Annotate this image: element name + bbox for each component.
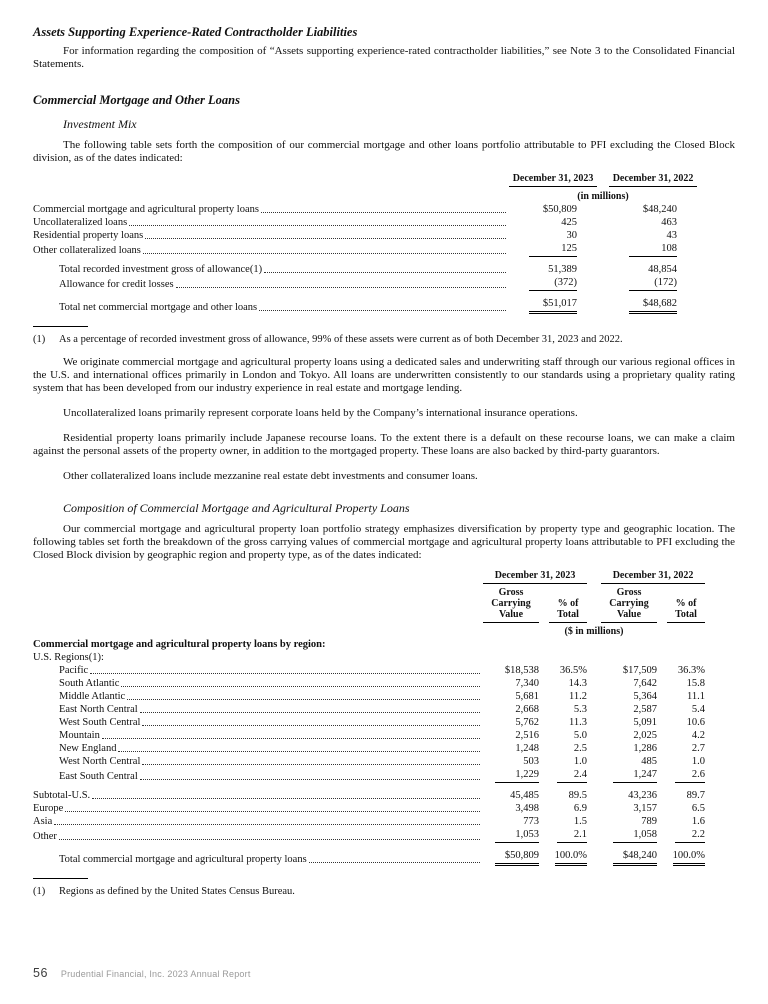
- regions-table-row: [33, 789, 735, 802]
- gross-carrying-value-2022: [601, 815, 657, 828]
- value-dec-2023: [509, 242, 597, 257]
- value-text: 11.2: [569, 691, 587, 702]
- value-text: 3,498: [515, 803, 539, 814]
- value-text: 89.5: [568, 790, 587, 801]
- footnote-marker: (1): [33, 334, 46, 345]
- value-text: 1,286: [633, 743, 657, 754]
- row-label: Europe: [33, 803, 64, 814]
- pct-of-total-2023: [549, 664, 587, 677]
- value-text: 2.7: [691, 743, 705, 754]
- gross-carrying-value-2022: [601, 690, 657, 703]
- investment-mix-table: [33, 173, 735, 314]
- row-label: South Atlantic: [59, 678, 120, 689]
- value-text: 2.4: [557, 768, 587, 783]
- value-text: 4.2: [691, 730, 705, 741]
- dot-leader: [90, 673, 480, 674]
- paragraph-residential: Residential property loans primarily include Japanese recourse loans. To the extent there is a default on these recourse loans, we can make a claim against the personal assets of the property owner, in addition to the mortgaged property. These loans are also backed by third-party guarantors.: [33, 432, 735, 457]
- value-text: 3,157: [633, 803, 657, 814]
- value-text: 2.6: [675, 768, 705, 783]
- value-text: 6.5: [691, 803, 705, 814]
- regions-table-group-heading: Commercial mortgage and agricultural property loans by region:: [33, 639, 326, 650]
- subheader-gross-carrying-value-2023: Gross Carrying Value: [483, 587, 539, 623]
- value-text: 36.3%: [677, 665, 705, 676]
- row-label: West North Central: [59, 756, 141, 767]
- value-text: 1.5: [573, 816, 587, 827]
- gross-carrying-value-2022: [601, 729, 657, 742]
- gross-carrying-value-2023: [483, 677, 539, 690]
- investment-table-row: [33, 242, 735, 257]
- row-label: Subtotal-U.S.: [33, 790, 91, 801]
- regions-table-row: [33, 703, 735, 716]
- dot-leader: [127, 699, 480, 700]
- row-label: Total net commercial mortgage and other loans: [59, 302, 258, 313]
- value-dec-2023: [509, 276, 597, 291]
- pct-of-total-2023: [549, 677, 587, 690]
- investment-table-row: [33, 263, 735, 276]
- value-text: 1.6: [691, 816, 705, 827]
- subheader-pct-of-total-2022: % of Total: [667, 598, 705, 623]
- dot-leader: [142, 764, 480, 765]
- value-dec-2023: [509, 216, 597, 229]
- row-label: Middle Atlantic: [59, 691, 126, 702]
- paragraph-other-collateralized: Other collateralized loans include mezzanine real estate debt investments and consumer loans.: [63, 470, 478, 482]
- regions-table: [33, 570, 735, 866]
- regions-table-units-row: [33, 625, 735, 638]
- investment-table-row: [33, 203, 735, 216]
- gross-carrying-value-2023: [483, 768, 539, 783]
- regions-table-body: [33, 664, 735, 866]
- gross-carrying-value-2023: [483, 742, 539, 755]
- column-header-dec-2022: December 31, 2022: [601, 570, 705, 584]
- regions-table-row: [33, 742, 735, 755]
- value-text: 789: [641, 816, 657, 827]
- pct-of-total-2022: [667, 716, 705, 729]
- gross-carrying-value-2023: [483, 755, 539, 768]
- gross-carrying-value-2023: [483, 802, 539, 815]
- paragraph-we-originate: We originate commercial mortgage and agricultural property loans using a dedicated sales and underwriting staff through our various regional offices in the U.S. and international offices primarily in London and Tokyo. All loans are underwritten consistently to our standards using a proprietary quality rating system that has been developed from our industry experience in real estate and mortgage lending.: [33, 356, 735, 394]
- value-text: $48,682: [629, 297, 677, 314]
- gross-carrying-value-2022: [601, 677, 657, 690]
- row-label: Mountain: [59, 730, 100, 741]
- value-text: 5,762: [515, 717, 539, 728]
- pct-of-total-2022: [667, 802, 705, 815]
- paragraph-uncollateralized: Uncollateralized loans primarily represent corporate loans held by the Company’s international insurance operations.: [63, 407, 578, 419]
- value-text: 2.2: [675, 828, 705, 843]
- regions-table-row: [33, 729, 735, 742]
- investment-table-row: [33, 297, 735, 314]
- value-text: 36.5%: [559, 665, 587, 676]
- pct-of-total-2023: [549, 815, 587, 828]
- value-text: $50,809: [542, 204, 577, 215]
- value-text: 2,668: [515, 704, 539, 715]
- paragraph-composition-intro: Our commercial mortgage and agricultural property loan portfolio strategy emphasizes diversification by property type and geographic location. The following tables set forth the breakdown of the gross carrying values of commercial mortgage and agricultural property loans attributable to PFI excluding the Closed Block division by geographic region and property type, as of the dates indicated:: [33, 523, 735, 561]
- footnote-text: As a percentage of recorded investment gross of allowance, 99% of these assets were current as of both December 31, 2023 and 2022.: [59, 334, 623, 345]
- value-text: 30: [566, 230, 577, 241]
- value-text: 5.4: [691, 704, 705, 715]
- footnote-regions-table: [33, 885, 735, 898]
- value-text: 2,025: [633, 730, 657, 741]
- regions-table-row: [33, 802, 735, 815]
- row-label: Pacific: [59, 665, 89, 676]
- value-text: 1,248: [515, 743, 539, 754]
- value-text: 1,053: [495, 828, 539, 843]
- dot-leader: [92, 798, 480, 799]
- value-dec-2022: [609, 276, 697, 291]
- dot-leader: [118, 751, 480, 752]
- pct-of-total-2023: [549, 690, 587, 703]
- gross-carrying-value-2022: [601, 742, 657, 755]
- value-text: 1,247: [613, 768, 657, 783]
- dot-leader: [54, 824, 480, 825]
- pct-of-total-2022: [667, 742, 705, 755]
- dot-leader: [309, 862, 480, 863]
- pct-of-total-2022: [667, 768, 705, 783]
- value-dec-2023: [509, 297, 597, 314]
- dot-leader: [140, 712, 480, 713]
- gross-carrying-value-2022: [601, 664, 657, 677]
- pct-of-total-2023: [549, 768, 587, 783]
- value-text: $17,509: [622, 665, 657, 676]
- gross-carrying-value-2023: [483, 828, 539, 843]
- gross-carrying-value-2023: [483, 729, 539, 742]
- column-header-dec-2023: December 31, 2023: [483, 570, 587, 584]
- row-label: Allowance for credit losses: [59, 279, 174, 290]
- row-label: Total recorded investment gross of allowance(1): [59, 264, 263, 275]
- value-text: 425: [561, 217, 577, 228]
- gross-carrying-value-2022: [601, 802, 657, 815]
- value-text: 89.7: [686, 790, 705, 801]
- investment-table-row: [33, 216, 735, 229]
- regions-table-subgroup-heading: U.S. Regions(1):: [33, 652, 104, 663]
- value-dec-2022: [609, 263, 697, 276]
- value-text: 100.0%: [673, 849, 705, 866]
- units-label: ($ in millions): [564, 626, 624, 637]
- value-dec-2022: [609, 203, 697, 216]
- value-text: 1,229: [495, 768, 539, 783]
- value-text: 14.3: [568, 678, 587, 689]
- dot-leader: [264, 272, 506, 273]
- dot-leader: [142, 725, 480, 726]
- footnote-investment-table: [33, 333, 735, 346]
- value-text: 6.9: [573, 803, 587, 814]
- row-label: New England: [59, 743, 117, 754]
- value-text: 5,364: [633, 691, 657, 702]
- units-label: (in millions): [577, 191, 629, 202]
- pct-of-total-2022: [667, 729, 705, 742]
- regions-table-row: [33, 815, 735, 828]
- gross-carrying-value-2023: [483, 703, 539, 716]
- value-text: 51,389: [548, 264, 577, 275]
- investment-table-header-row: [33, 173, 735, 187]
- gross-carrying-value-2022: [601, 716, 657, 729]
- subheader-pct-of-total-2023: % of Total: [549, 598, 587, 623]
- regions-table-row: [33, 849, 735, 866]
- value-dec-2023: [509, 263, 597, 276]
- dot-leader: [65, 811, 480, 812]
- pct-of-total-2022: [667, 828, 705, 843]
- investment-table-units-row: [33, 190, 735, 203]
- pct-of-total-2023: [549, 729, 587, 742]
- pct-of-total-2023: [549, 742, 587, 755]
- value-text: 5,681: [515, 691, 539, 702]
- value-text: 11.3: [569, 717, 587, 728]
- regions-table-row: [33, 690, 735, 703]
- value-text: 503: [523, 756, 539, 767]
- value-text: 10.6: [686, 717, 705, 728]
- value-text: 48,854: [648, 264, 677, 275]
- regions-table-row: [33, 755, 735, 768]
- value-text: (172): [629, 276, 677, 291]
- value-text: $18,538: [504, 665, 539, 676]
- value-text: 1.0: [573, 756, 587, 767]
- section-heading-commercial-mortgage: Commercial Mortgage and Other Loans: [33, 93, 240, 107]
- value-text: 11.1: [687, 691, 705, 702]
- pct-of-total-2022: [667, 703, 705, 716]
- value-text: 45,485: [510, 790, 539, 801]
- value-dec-2023: [509, 229, 597, 242]
- value-text: 2,516: [515, 730, 539, 741]
- regions-table-row: [33, 664, 735, 677]
- gross-carrying-value-2023: [483, 815, 539, 828]
- pct-of-total-2022: [667, 677, 705, 690]
- pct-of-total-2022: [667, 815, 705, 828]
- dot-leader: [259, 310, 506, 311]
- dot-leader: [143, 253, 506, 254]
- dot-leader: [261, 212, 506, 213]
- pct-of-total-2023: [549, 703, 587, 716]
- value-text: $50,809: [495, 849, 539, 866]
- investment-table-body: [33, 203, 735, 314]
- gross-carrying-value-2023: [483, 690, 539, 703]
- value-text: 125: [529, 242, 577, 257]
- gross-carrying-value-2022: [601, 789, 657, 802]
- gross-carrying-value-2022: [601, 755, 657, 768]
- gross-carrying-value-2023: [483, 664, 539, 677]
- value-text: 7,642: [633, 678, 657, 689]
- value-text: 463: [661, 217, 677, 228]
- paragraph-investment-mix-intro: The following table sets forth the composition of our commercial mortgage and other loans portfolio attributable to PFI excluding the Closed Block division, as of the dates indicated:: [33, 139, 735, 164]
- row-label: Residential property loans: [33, 230, 144, 241]
- dot-leader: [145, 238, 506, 239]
- value-text: 5.3: [573, 704, 587, 715]
- value-dec-2022: [609, 242, 697, 257]
- row-label: Other collateralized loans: [33, 245, 141, 256]
- value-text: $51,017: [529, 297, 577, 314]
- row-label: East North Central: [59, 704, 138, 715]
- gross-carrying-value-2022: [601, 768, 657, 783]
- pct-of-total-2023: [549, 755, 587, 768]
- value-text: 43: [666, 230, 677, 241]
- pct-of-total-2022: [667, 849, 705, 866]
- row-label: Asia: [33, 816, 53, 827]
- subheader-gross-carrying-value-2022: Gross Carrying Value: [601, 587, 657, 623]
- pct-of-total-2023: [549, 716, 587, 729]
- footnote-rule: [33, 878, 88, 879]
- value-text: 773: [523, 816, 539, 827]
- value-dec-2022: [609, 297, 697, 314]
- gross-carrying-value-2022: [601, 828, 657, 843]
- value-text: (372): [529, 276, 577, 291]
- regions-table-header-row: [33, 570, 735, 584]
- footnote-marker: (1): [33, 886, 46, 897]
- regions-table-row: [33, 828, 735, 843]
- value-text: 2,587: [633, 704, 657, 715]
- column-header-dec-2022: December 31, 2022: [609, 173, 697, 187]
- value-dec-2022: [609, 216, 697, 229]
- investment-table-row: [33, 229, 735, 242]
- investment-table-row: [33, 276, 735, 291]
- gross-carrying-value-2023: [483, 789, 539, 802]
- dot-leader: [59, 839, 480, 840]
- value-text: 2.1: [557, 828, 587, 843]
- pct-of-total-2022: [667, 690, 705, 703]
- regions-table-subheader-row: [33, 587, 735, 623]
- page-footer: [33, 966, 251, 980]
- section-heading-assets-supporting: Assets Supporting Experience-Rated Contractholder Liabilities: [33, 25, 358, 39]
- value-dec-2022: [609, 229, 697, 242]
- pct-of-total-2022: [667, 789, 705, 802]
- row-label: Other: [33, 831, 57, 842]
- value-text: 43,236: [628, 790, 657, 801]
- pct-of-total-2023: [549, 828, 587, 843]
- row-label: Commercial mortgage and agricultural property loans: [33, 204, 259, 215]
- dot-leader: [102, 738, 480, 739]
- regions-table-row: [33, 677, 735, 690]
- value-text: 15.8: [686, 678, 705, 689]
- row-label: East South Central: [59, 771, 138, 782]
- gross-carrying-value-2023: [483, 849, 539, 866]
- gross-carrying-value-2023: [483, 716, 539, 729]
- row-label: West South Central: [59, 717, 141, 728]
- gross-carrying-value-2022: [601, 703, 657, 716]
- footnote-text: Regions as defined by the United States Census Bureau.: [59, 886, 295, 897]
- pct-of-total-2023: [549, 789, 587, 802]
- footnote-rule: [33, 326, 88, 327]
- dot-leader: [121, 686, 480, 687]
- pct-of-total-2023: [549, 849, 587, 866]
- value-text: 2.5: [573, 743, 587, 754]
- value-text: 1.0: [691, 756, 705, 767]
- dot-leader: [129, 225, 506, 226]
- footer-report-title: Prudential Financial, Inc. 2023 Annual Report: [60, 969, 251, 979]
- paragraph-assets-info: For information regarding the composition of “Assets supporting experience-rated contractholder liabilities,” see Note 3 to the Consolidated Financial Statements.: [33, 45, 735, 70]
- value-text: 7,340: [515, 678, 539, 689]
- dot-leader: [176, 287, 506, 288]
- value-text: 5.0: [573, 730, 587, 741]
- value-text: 1,058: [613, 828, 657, 843]
- value-dec-2023: [509, 203, 597, 216]
- subsection-heading-composition: Composition of Commercial Mortgage and Agricultural Property Loans: [63, 501, 410, 515]
- pct-of-total-2022: [667, 664, 705, 677]
- value-text: $48,240: [613, 849, 657, 866]
- footer-page-number: 56: [33, 966, 48, 980]
- row-label: Total commercial mortgage and agricultural property loans: [59, 854, 307, 865]
- dot-leader: [140, 779, 480, 780]
- subsection-heading-investment-mix: Investment Mix: [63, 117, 137, 131]
- value-text: 108: [629, 242, 677, 257]
- regions-table-row: [33, 716, 735, 729]
- regions-table-row: [33, 768, 735, 783]
- gross-carrying-value-2022: [601, 849, 657, 866]
- value-text: 100.0%: [555, 849, 587, 866]
- value-text: 485: [641, 756, 657, 767]
- row-label: Uncollateralized loans: [33, 217, 128, 228]
- value-text: $48,240: [642, 204, 677, 215]
- value-text: 5,091: [633, 717, 657, 728]
- pct-of-total-2023: [549, 802, 587, 815]
- column-header-dec-2023: December 31, 2023: [509, 173, 597, 187]
- pct-of-total-2022: [667, 755, 705, 768]
